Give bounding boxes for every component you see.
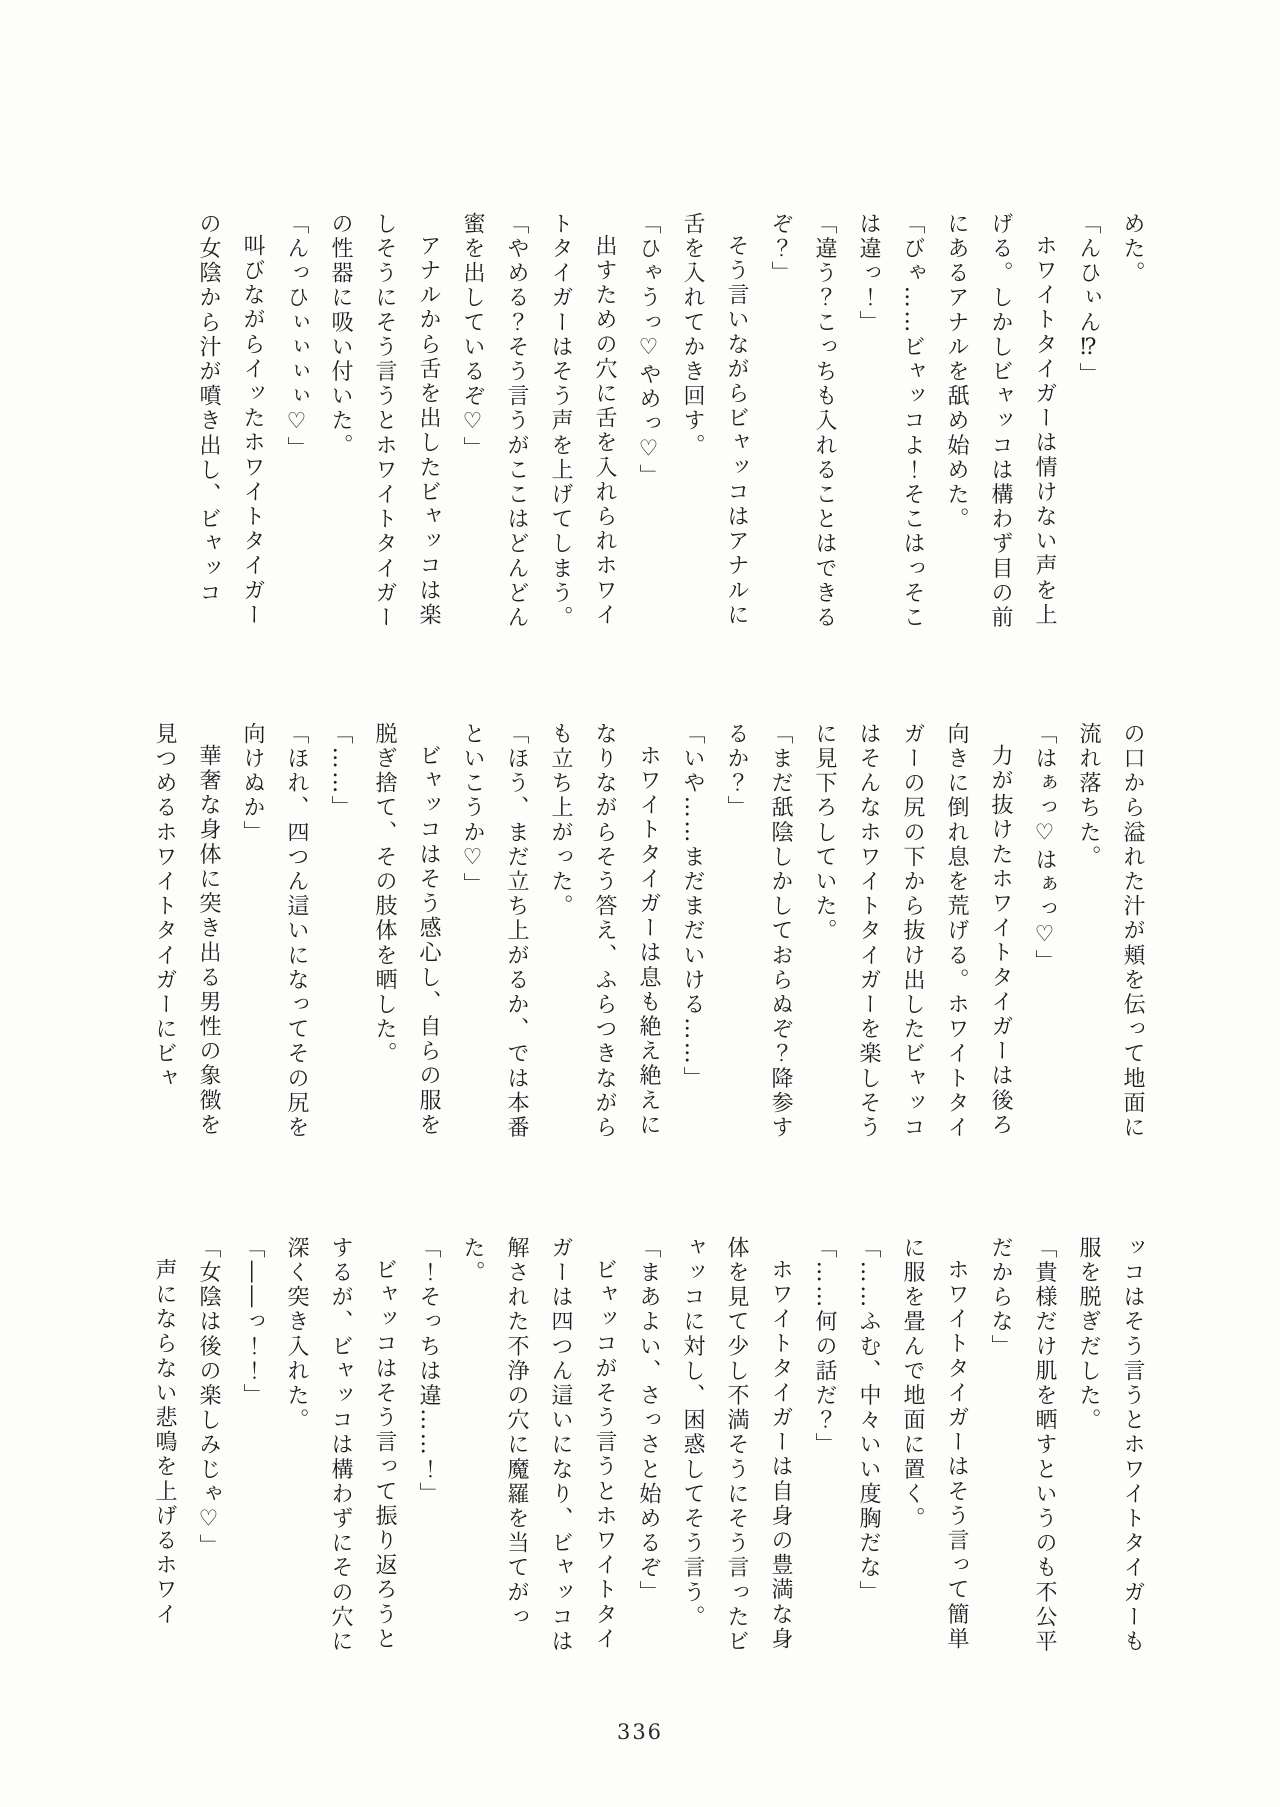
paragraph-line: 「……ふむ、中々いい度胸だな」 — [856, 1236, 881, 1605]
paragraph-line: 「貴様だけ肌を晒すというのも不公平だからな」 — [988, 1236, 1057, 1655]
paragraph-line: 「！そっちは違……！」 — [416, 1236, 441, 1507]
page-number: 336 — [616, 1720, 664, 1744]
paragraph-line: 「んっひぃぃぃぃ♡」 — [284, 212, 309, 461]
paragraph-line: 華奢な身体に突き出る男性の象徴を見つめるホワイトタイガーにビャ — [152, 722, 221, 1138]
paragraph-line: 出すための穴に舌を入れられホワイトタイガーはそう声を上げてしまう。 — [548, 212, 617, 631]
paragraph-line: 「ほう、まだ立ち上がるか、では本番といこうか♡」 — [460, 722, 529, 1141]
paragraph-line: そう言いながらビャッコはアナルに舌を入れてかき回す。 — [680, 212, 749, 628]
paragraph-line: ホワイトタイガーはそう言って簡単に服を畳んで地面に置く。 — [900, 1236, 969, 1652]
paragraph-line: 「ほれ、四つん這いになってその尻を向けぬか」 — [240, 722, 309, 1141]
paragraph-line: 「女陰は後の楽しみじゃ♡」 — [196, 1236, 221, 1559]
paragraph-line: ホワイトタイガーは息も絶え絶えになりながらそう答え、ふらつきながらも立ち上がった。 — [548, 722, 661, 1141]
paragraph-line: 「んひぃん⁉」 — [1076, 212, 1101, 388]
text-band-top — [142, 212, 1154, 636]
paragraph-line: 「まあよい、さっさと始めるぞ」 — [636, 1236, 661, 1605]
paragraph-line: 「……」 — [328, 722, 353, 821]
paragraph-line: 「――っ！！」 — [240, 1236, 265, 1409]
paragraph-line: 声にならない悲鳴を上げるホワイ — [152, 1258, 177, 1627]
paragraph-line: 力が抜けたホワイトタイガーは後ろ向きに倒れ息を荒げる。ホワイトタイガーの尻の下から抜け出したビャッコはそんなホワイトタイガーを楽しそうに見下ろしていた。 — [812, 722, 1013, 1141]
paragraph-line: ビャッコはそう感心し、自らの服を脱ぎ捨て、その肢体を晒した。 — [372, 722, 441, 1138]
paragraph-line: ホワイトタイガーは情けない声を上げる。しかしビャッコは構わず目の前にあるアナルを舐め始めた。 — [944, 212, 1057, 631]
paragraph-line: 「いや……まだまだいける……」 — [680, 722, 705, 1091]
paragraph-line: ビャッコがそう言うとホワイトタイガーは四つん這いになり、ビャッコは解された不浄の穴に魔羅を当てがった。 — [460, 1236, 617, 1655]
paragraph-line: 「ひゃうっ♡やめっ♡」 — [636, 212, 661, 489]
paragraph-line: 「違う？こっちも入れることはできるぞ？」 — [768, 212, 837, 631]
paragraph-line: 「はぁっ♡はぁっ♡」 — [1032, 722, 1057, 974]
paragraph-line: アナルから舌を出したビャッコは楽しそうにそう言うとホワイトタイガーの性器に吸い付いた。 — [328, 212, 441, 631]
paragraph-line: ビャッコはそう言って振り返ろうとするが、ビャッコは構わずにその穴に深く突き入れた。 — [284, 1236, 397, 1655]
paragraph-line: 「……何の話だ？」 — [812, 1236, 837, 1458]
paragraph-line: 叫びながらイッたホワイトタイガーの女陰から汁が噴き出し、ビャッコ — [196, 212, 265, 628]
paragraph-line: 「びゃ……ビャッコよ！そこはっそこは違っ！」 — [856, 212, 925, 631]
paragraph-line: 「まだ舐陰しかしておらぬぞ？降参するか？」 — [724, 722, 793, 1141]
paragraph-line: ッコはそう言うとホワイトタイガーも服を脱ぎだした。 — [1076, 1236, 1145, 1655]
paragraph-line: の口から溢れた汁が頬を伝って地面に流れ落ちた。 — [1076, 722, 1145, 1141]
text-band-bottom — [142, 1236, 1154, 1660]
paragraph-line: めた。 — [1120, 212, 1145, 286]
paragraph-line: ホワイトタイガーは自身の豊満な身体を見て少し不満そうにそう言ったビャッコに対し、困惑してそう言う。 — [680, 1236, 793, 1655]
paragraph-line: 「やめる？そう言うがここはどんどん蜜を出しているぞ♡」 — [460, 212, 529, 631]
text-band-middle — [142, 722, 1154, 1146]
